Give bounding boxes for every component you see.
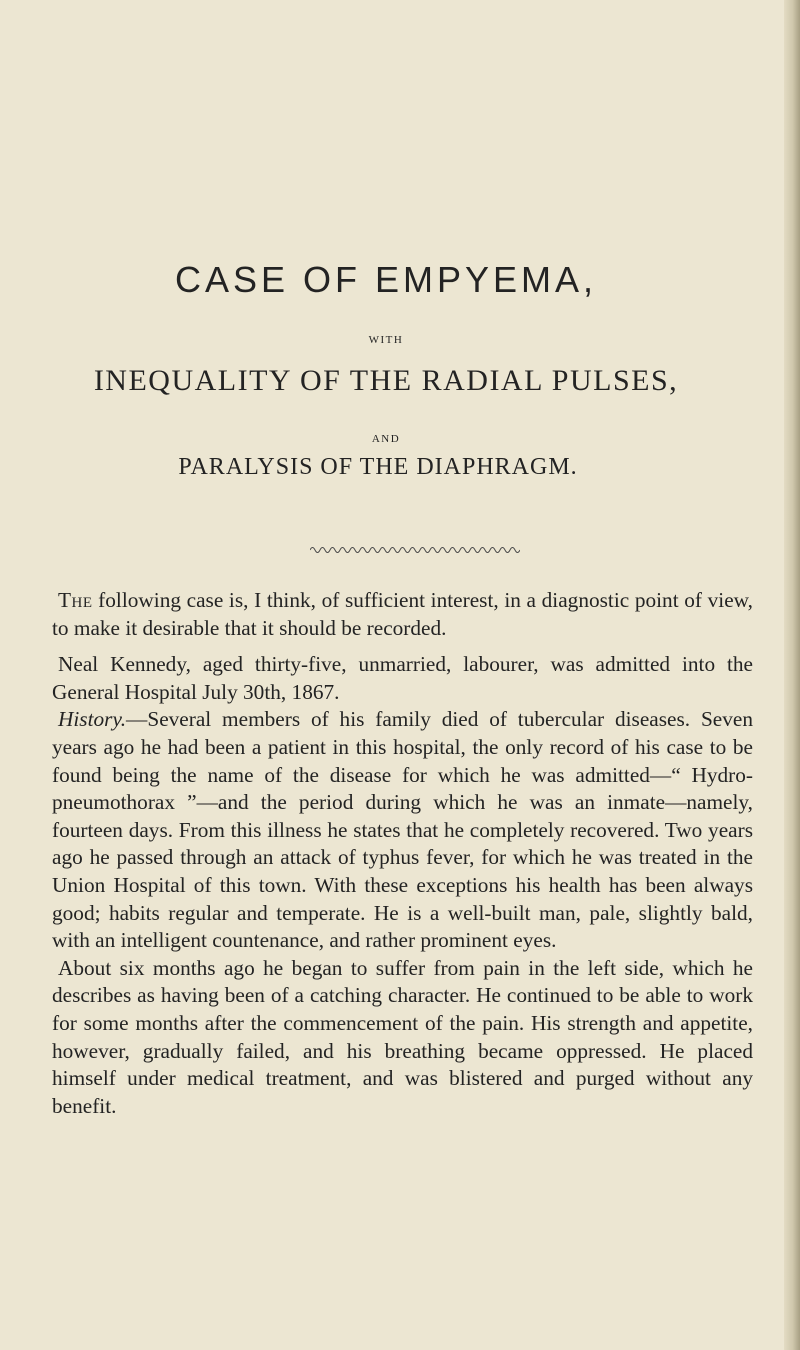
title-line-paralysis: PARALYSIS OF THE DIAPHRAGM. [178, 454, 578, 480]
wavy-rule-ornament [310, 544, 520, 556]
intro-text: following case is, I think, of sufficient interest, in a diagnostic point of view, to make it desirable that it should be recorded. [52, 588, 753, 640]
page-edge-shadow [784, 0, 800, 1350]
paragraph-history [52, 706, 753, 954]
body-text [52, 587, 753, 1120]
paragraph-admission: Neal Kennedy, aged thirty-five, unmarried, labourer, was admitted into the General Hospital July 30th, 1867. [52, 652, 753, 704]
title-line-inequality: INEQUALITY OF THE RADIAL PULSES, [93, 364, 679, 397]
title-line-empyema: CASE OF EMPYEMA, [174, 259, 598, 300]
history-text: —Several members of his family died of tubercular diseases. Seven years ago he had been a patient in this hospital, the only record of his case to be found being the name of the disease for which he was admitted—“ Hydro-pneumothorax ”—and the period during which he was an inmate—namely, fourteen days. From this illness he states that he completely recovered. Two years ago he passed through an attack of typhus fever, for which he was treated in the Union Hospital of this town. With these exceptions his health has been always good; habits regular and temperate. He is a well-built man, pale, slightly bald, with an intelligent countenance, and rather prominent eyes. [52, 707, 753, 953]
title-and: AND [371, 433, 401, 445]
paragraph-onset: About six months ago he began to suffer from pain in the left side, which he describes as having been of a catching character. He continued to be able to work for some months after the commencement of the pain. His strength and appetite, however, gradually failed, and his breathing became oppressed. He placed himself under medical treatment, and was blistered and purged without any benefit. [52, 955, 753, 1118]
history-label: History. [58, 707, 127, 732]
paragraph-intro [52, 587, 753, 642]
title-with: WITH [368, 334, 404, 346]
intro-lead-word: The [58, 588, 93, 612]
